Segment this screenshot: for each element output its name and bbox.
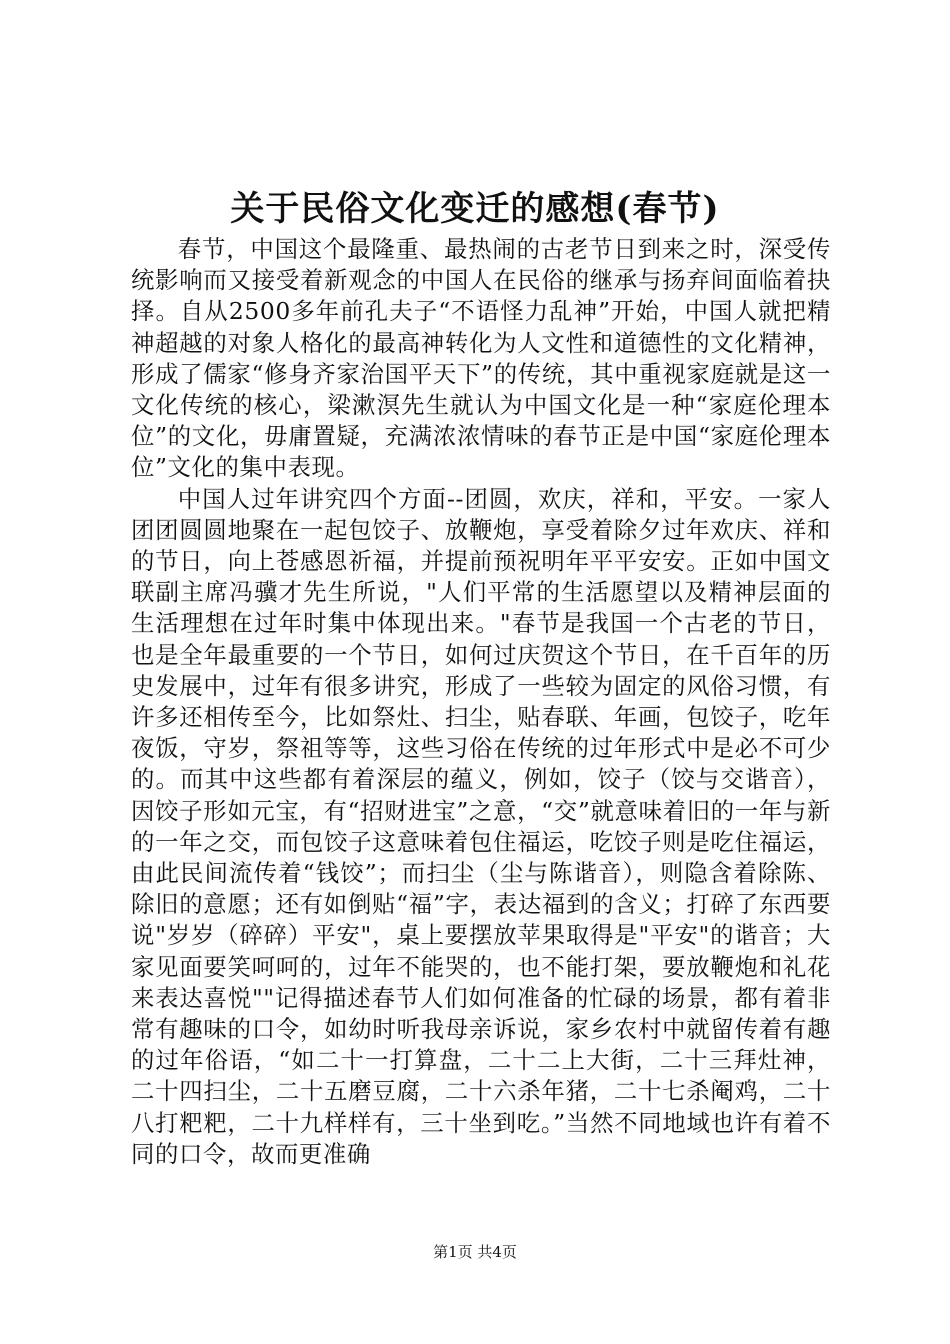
document-title: 关于民俗文化变迁的感想(春节) (230, 189, 720, 229)
paragraph-2: 中国人过年讲究四个方面--团圆，欢庆，祥和，平安。一家人团团圆圆地聚在一起包饺子、放鞭炮，享受着除夕过年欢庆、祥和的节日，向上苍感恩祈福，并提前预祝明年平平安安。正如中国文联副主席冯骥才先生所说，"人们平常的生活愿望以及精神层面的生活理想在过年时集中体现出来。"春节是我国一个古老的节日，也是全年最重要的一个节日，如何过庆贺这个节日，在千百年的历史发展中，过年有很多讲究，形成了一些较为固定的风俗习惯，有许多还相传至今，比如祭灶、扫尘，贴春联、年画，包饺子，吃年夜饭，守岁，祭祖等等，这些习俗在传统的过年形式中是必不可少的。而其中这些都有着深层的蕴义，例如，饺子（饺与交谐音），因饺子形如元宝，有“招财进宝”之意，“交”就意味着旧的一年与新的一年之交，而包饺子这意味着包住福运，吃饺子则是吃住福运，由此民间流传着“钱饺”；而扫尘（尘与陈谐音），则隐含着除陈、除旧的意愿；还有如倒贴“福”字，表达福到的含义；打碎了东西要说"岁岁（碎碎）平安"，桌上要摆放苹果取得是"平安"的谐音；大家见面要笑呵呵的，过年不能哭的，也不能打架，要放鞭炮和礼花来表达喜悦""记得描述春节人们如何准备的忙碌的场景，都有着非常有趣味的口令，如幼时听我母亲诉说，家乡农村中就留传着有趣的过年俗语，“如二十一打算盘，二十二上大街，二十三拜灶神，二十四扫尘，二十五磨豆腐，二十六杀年猪，二十七杀阉鸡，二十八打粑粑，二十九样样有，三十坐到吃。”当然不同地域也许有着不同的口令，故而更准确 (131, 484, 831, 1168)
paragraph-1: 春节，中国这个最隆重、最热闹的古老节日到来之时，深受传统影响而又接受着新观念的中国人在民俗的继承与扬弃间面临着抉择。自从2500多年前孔夫子“不语怪力乱神”开始，中国人就把精神超越的对象人格化的最高神转化为人文性和道德性的文化精神，形成了儒家“修身齐家治国平天下”的传统，其中重视家庭就是这一文化传统的核心，梁漱溟先生就认为中国文化是一种“家庭伦理本位”的文化，毋庸置疑，充满浓浓情味的春节正是中国“家庭伦理本位”文化的集中表现。 (131, 235, 831, 482)
page-footer: 第1页 共4页 (433, 1243, 517, 1261)
document-body (131, 234, 831, 1170)
